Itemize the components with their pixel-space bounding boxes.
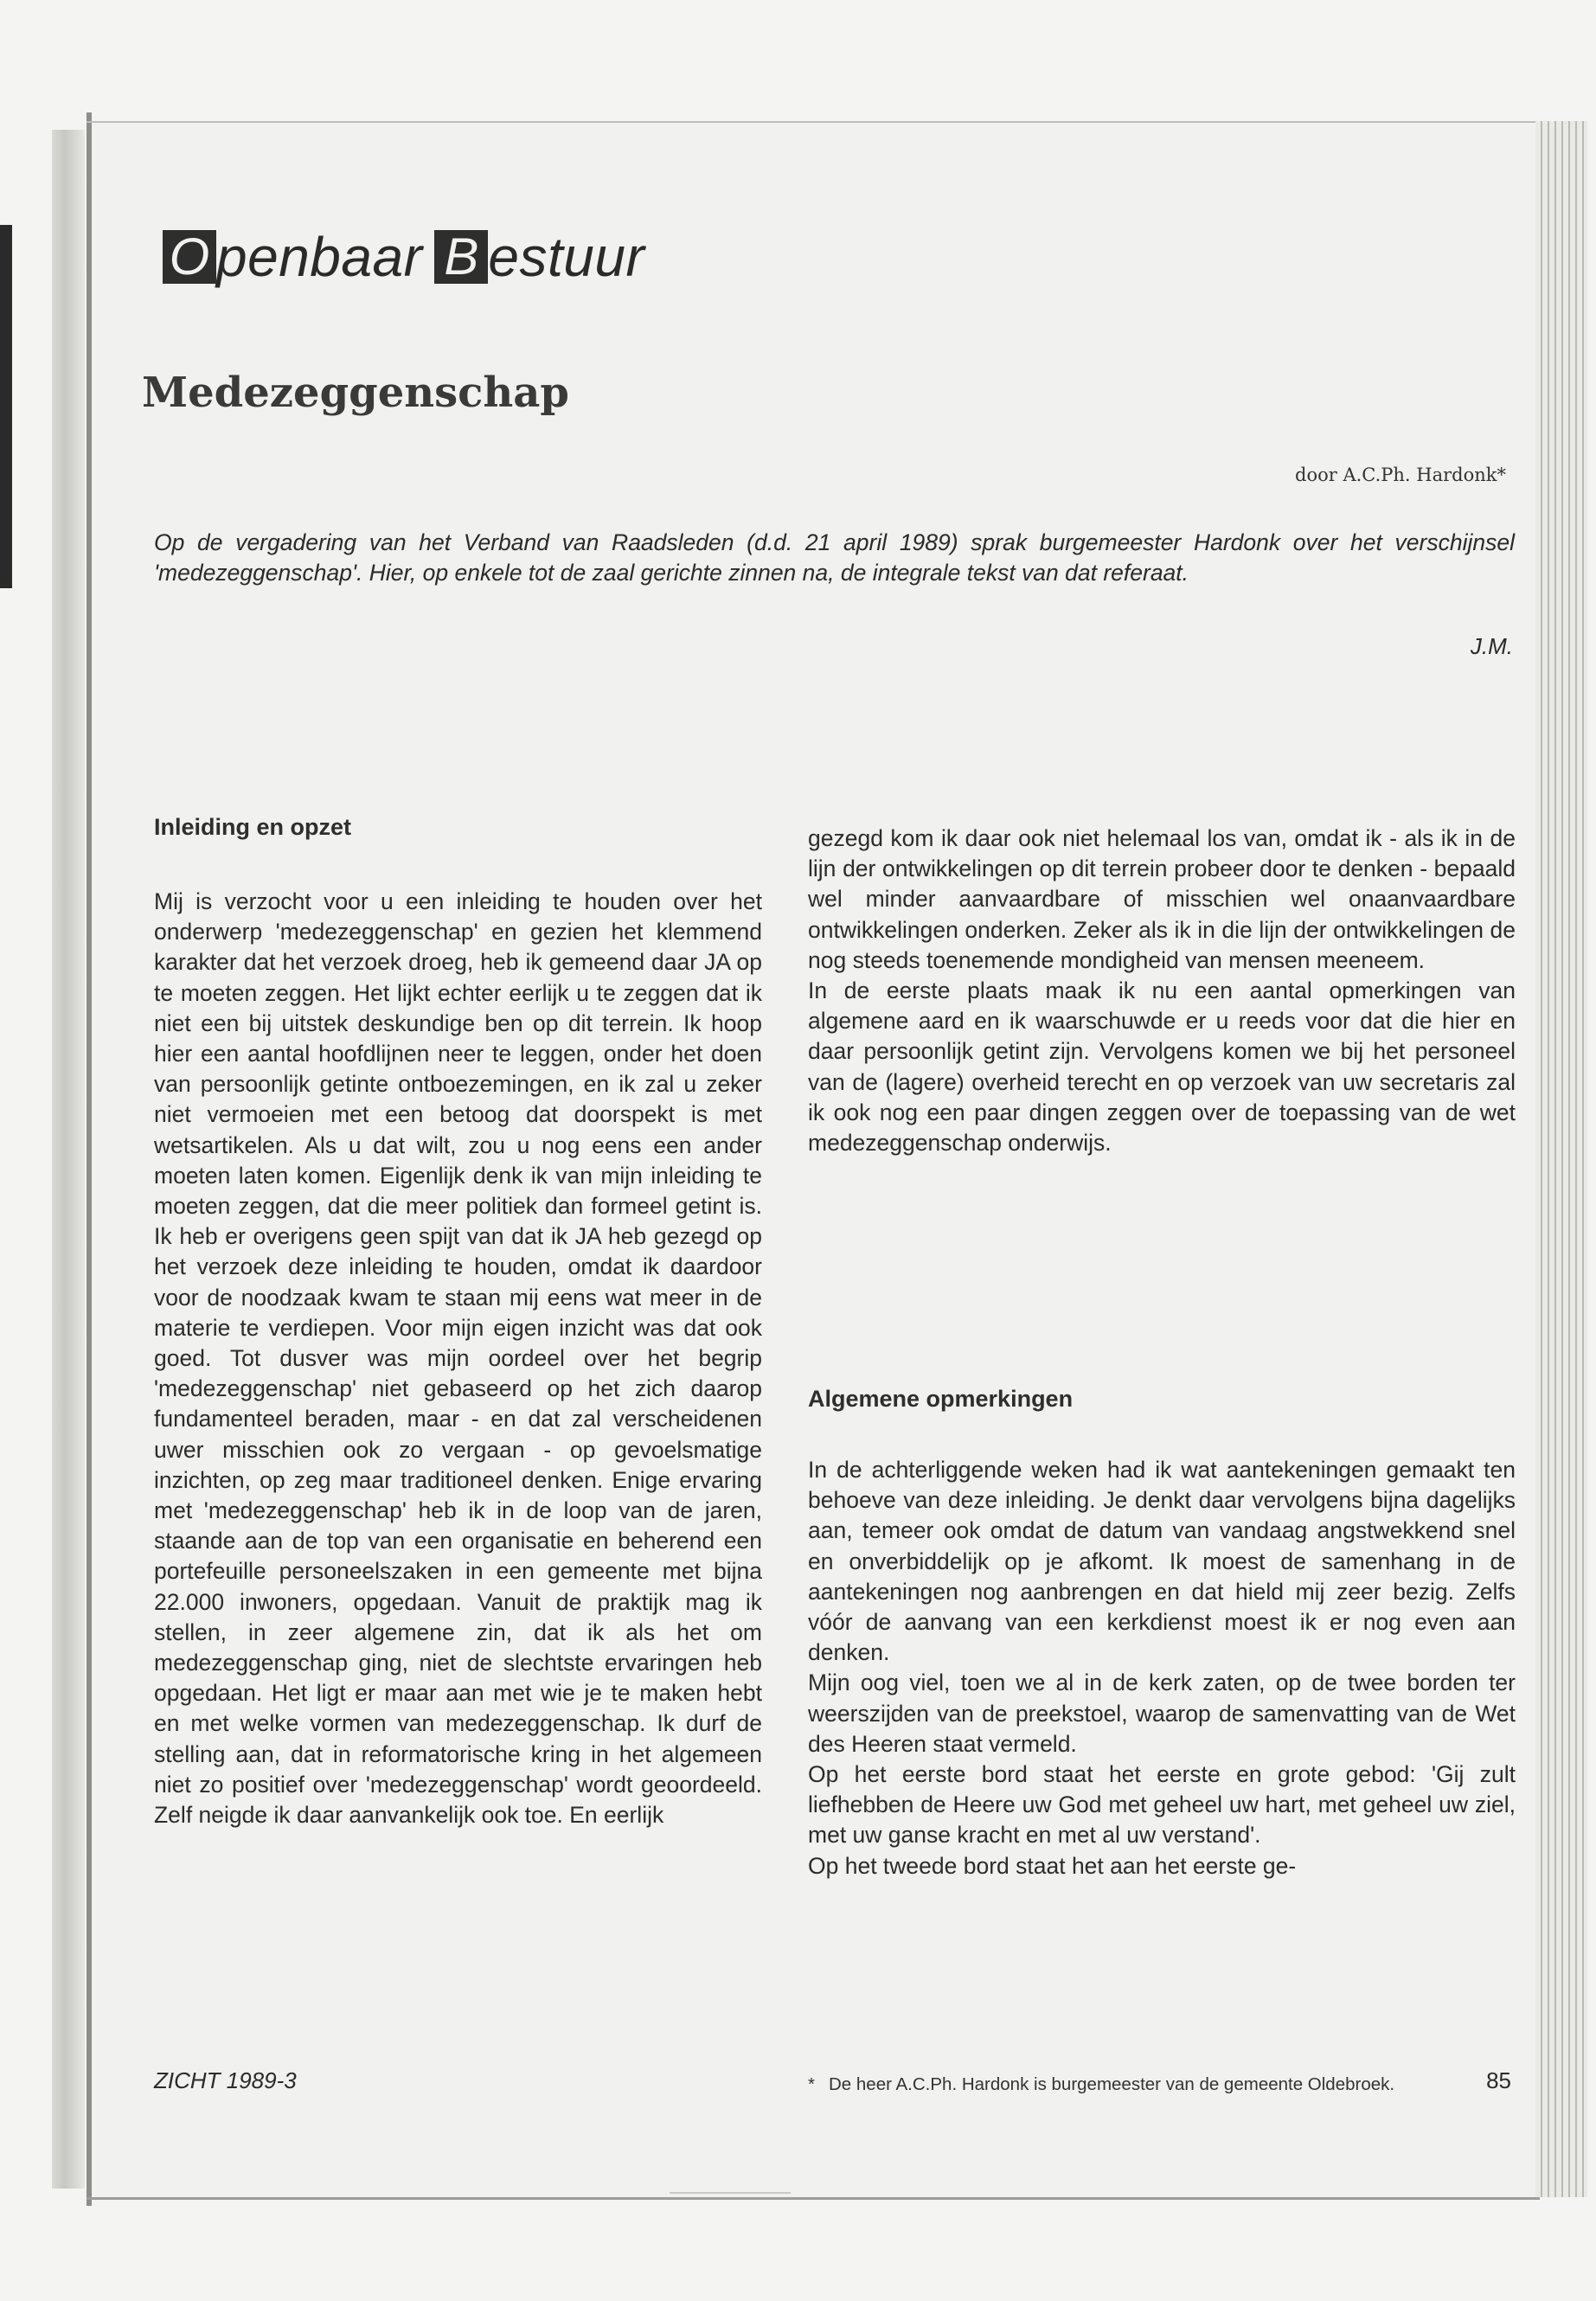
footnote: [808, 2073, 1516, 2096]
page-stack-edges: [1535, 121, 1587, 2197]
page-number: 85: [1486, 2067, 1511, 2093]
right-paragraph-group: [808, 824, 1516, 1158]
footnote-mark: *: [808, 2074, 815, 2094]
section-heading-inleiding: Inleiding en opzet: [154, 814, 351, 840]
body-paragraph: Op het tweede bord staat het aan het eerste ge-: [808, 1852, 1297, 1879]
magazine-page: [92, 123, 1535, 2197]
binding-edge: [0, 225, 12, 588]
section-logo: [163, 227, 644, 287]
logo-word-openbaar: penbaar: [216, 226, 423, 288]
logo-word-bestuur: estuur: [488, 226, 645, 288]
page-bottom-edge: [87, 2197, 1540, 2200]
body-paragraph: Mijn oog viel, toen we al in de kerk zaten, op de twee borden ter weerszijden van de preekstoel, waarop de samenvatting van de Wet des Heeren staat vermeld.: [808, 1670, 1516, 1757]
right-paragraph-group: [808, 1455, 1516, 1881]
section-heading-algemene: Algemene opmerkingen: [808, 1386, 1074, 1412]
page-mark: [670, 2192, 791, 2194]
body-paragraph: In de achterliggende weken had ik wat aantekeningen gemaakt ten behoeve van deze inleiding. Je denkt daar vervolgens bijna dagelijks aan, temeer ook omdat de datum van vandaag angstwekkend snel en onverbiddelijk op je afkomt. Ik moest de samenhang in de aantekeningen nog aanbrengen en dat hield mij zeer bezig. Zelfs vóór de aanvang van een kerkdienst moest ik er nog even aan denken.: [808, 1457, 1516, 1666]
intro-paragraph: Op de vergadering van het Verband van Raadsleden (d.d. 21 april 1989) sprak burgemeester Hardonk over het verschijnsel 'medezeggenschap'. Hier, op enkele tot de zaal gerichte zinnen na, de integrale tekst van dat referaat.: [154, 529, 1515, 586]
journal-issue: ZICHT 1989-3: [154, 2067, 297, 2093]
body-paragraph: In de eerste plaats maak ik nu een aantal opmerkingen van algemene aard en ik waarschuwde er u reeds voor dat die hier en daar persoonlijk getint zijn. Vervolgens komen we bij het personeel van de (lagere) overheid terecht en op verzoek van uw secretaris zal ik ook nog een paar dingen zeggen over de toepassing van de wet medezeggenschap onderwijs.: [808, 977, 1516, 1157]
byline: door A.C.Ph. Hardonk*: [1295, 465, 1506, 485]
logo-letter-o: O: [163, 230, 216, 284]
footnote-text: De heer A.C.Ph. Hardonk is burgemeester van de gemeente Oldebroek.: [829, 2074, 1395, 2094]
body-paragraph: Op het eerste bord staat het eerste en grote gebod: 'Gij zult liefhebben de Heere uw God met geheel uw hart, met geheel uw ziel, met uw ganse kracht en met al uw verstand'.: [808, 1761, 1516, 1849]
binding-shadow: [52, 130, 85, 2189]
editor-initials: J.M.: [1470, 633, 1513, 659]
article-title: Medezeggenschap: [142, 369, 569, 417]
logo-letter-b: B: [434, 230, 488, 284]
body-paragraph: Mij is verzocht voor u een inleiding te houden over het onderwerp 'medezeggenschap' en gezien het klemmend karakter dat het verzoek droeg, heb ik gemeend daar JA op te moeten zeggen. Het lijkt echter eerlijk u te zeggen dat ik niet een bij uitstek deskundige ben op dit terrein. Ik hoop hier een aantal hoofdlijnen neer te leggen, onder het doen van persoonlijk getinte ontboezemingen, en ik zal u zeker niet vermoeien met een betoog dat doorspekt is met wetsartikelen. Als u dat wilt, zou u nog eens een ander moeten laten komen. Eigenlijk denk ik van mijn inleiding te moeten zeggen, dat die meer politiek dan formeel getint is. Ik heb er overigens geen spijt van dat ik JA heb gezegd op het verzoek deze inleiding te houden, omdat ik daardoor voor de noodzaak kwam te staan mij eens wat meer in de materie te verdiepen. Voor mijn eigen inzicht was dat ook goed. Tot dusver was mijn oordeel over het begrip 'medezeggenschap' niet gebaseerd op het zich daarop fundamenteel beraden, maar - en dat zal verscheidenen uwer misschien ook zo vergaan - op gevoelsmatige inzichten, op zeg maar traditioneel denken. Enige ervaring met 'medezeggenschap' heb ik in de loop van de jaren, staande aan de top van een organisatie en beherend een portefeuille personeelszaken in een gemeente met bijna 22.000 inwoners, opgedaan. Vanuit de praktijk mag ik stellen, in zeer algemene zin, dat ik als het om medezeggenschap ging, niet de slechtste ervaringen heb opgedaan. Het ligt er maar aan met wie je te maken hebt en met welke vormen van medezeggenschap. Ik durf de stelling aan, dat in reformatorische kring in het algemeen niet zo positief over 'medezeggenschap' wordt geoordeeld. Zelf neigde ik daar aanvankelijk ook toe. En eerlijk: [154, 888, 762, 1829]
body-paragraph: gezegd kom ik daar ook niet helemaal los van, omdat ik - als ik in de lijn der ontwikkelingen op dit terrein probeer door te denken - bepaald wel minder aanvaardbare of misschien wel onaanvaardbare ontwikkelingen onderken. Zeker als ik in die lijn der ontwikkelingen de nog steeds toenemende mondigheid van mensen meeneem.: [808, 825, 1516, 973]
